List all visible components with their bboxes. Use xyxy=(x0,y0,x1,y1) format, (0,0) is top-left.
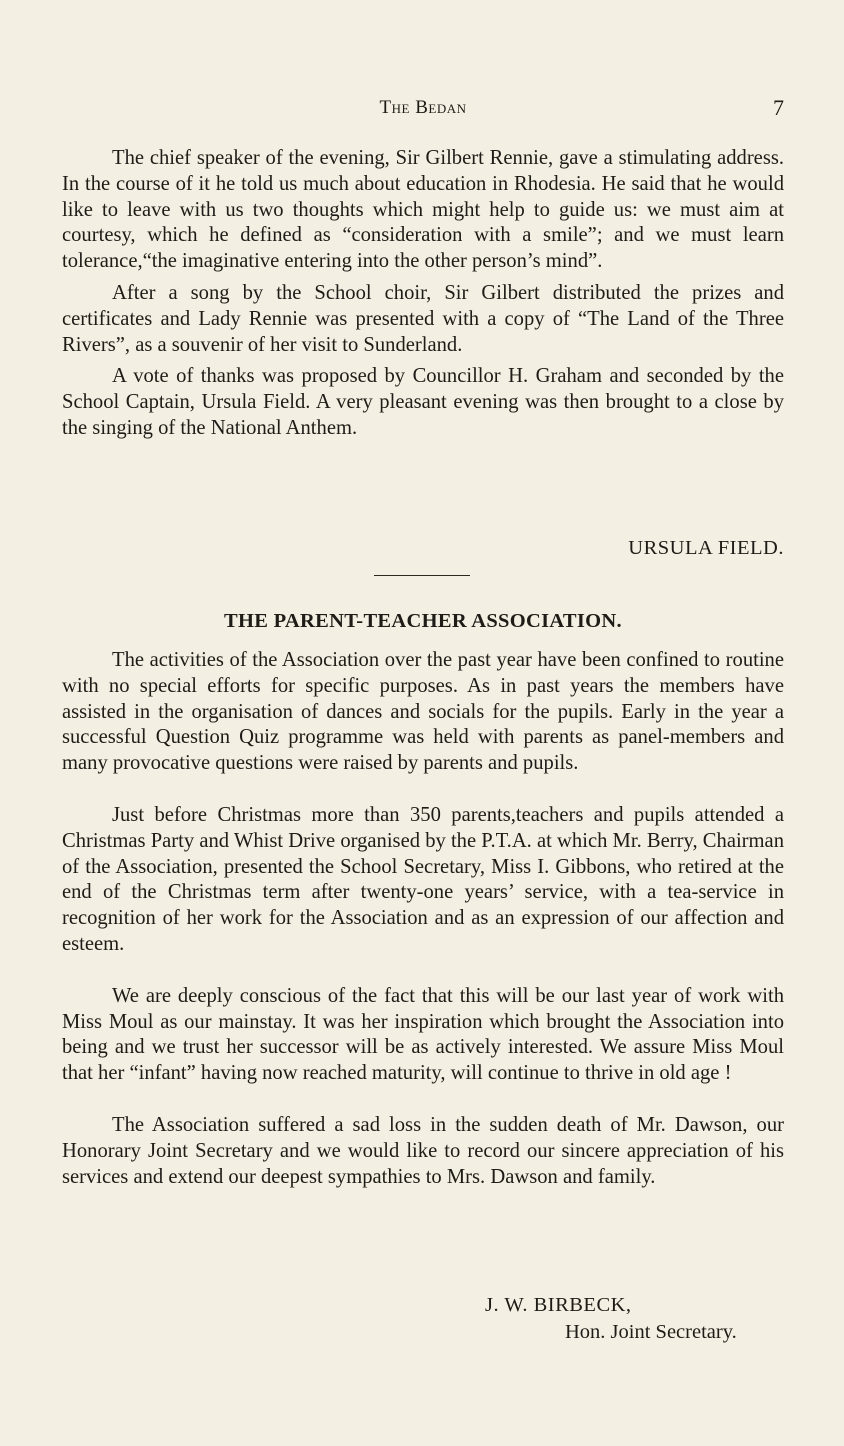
pta-report xyxy=(62,648,784,1216)
paragraph: Just before Christmas more than 350 parents,teachers and pupils attended a Christmas Party and Whist Drive organised by the P.T.A. at which Mr. Berry, Chairman of the Association, presented the School Secretary, Miss I. Gibbons, who retired at the end of the Christmas term after twenty-one years’ service, with a tea-service in recognition of her work for the Association and as an expression of our affection and esteem. xyxy=(62,803,784,955)
journal-title: The Bedan xyxy=(379,97,467,118)
section-heading: THE PARENT-TEACHER ASSOCIATION. xyxy=(224,610,622,632)
running-header xyxy=(62,97,784,125)
section-divider xyxy=(374,575,470,576)
paragraph: A vote of thanks was proposed by Councillor H. Graham and seconded by the School Captain, Ursula Field. A very pleasant evening was then brought to a close by the singing of the National Anthem. xyxy=(62,365,784,439)
prize-day-report xyxy=(62,146,784,448)
page-number: 7 xyxy=(773,95,784,120)
paragraph: The Association suffered a sad loss in the sudden death of Mr. Dawson, our Honorary Joint Secretary and we would like to record our sincere appreciation of his services and extend our deepest sympathies to Mrs. Dawson and family. xyxy=(62,1113,784,1188)
author-signature: URSULA FIELD. xyxy=(628,537,784,559)
author-role: Hon. Joint Secretary. xyxy=(565,1321,737,1343)
pta-signature xyxy=(485,1292,737,1346)
paragraph: We are deeply conscious of the fact that this will be our last year of work with Miss Moul as our mainstay. It was her inspiration which brought the Association into being and we trust her successor will be as actively interested. We assure Miss Moul that her “infant” having now reached maturity, will continue to thrive in old age ! xyxy=(62,984,784,1085)
paragraph: The chief speaker of the evening, Sir Gilbert Rennie, gave a stimulating address. In the course of it he told us much about education in Rhodesia. He said that he would like to leave with us two thoughts which might help to guide us: we must aim at courtesy, which he defined as “consideration with a smile”; and we must learn tolerance,“the imaginative entering into the other person’s mind”. xyxy=(62,147,784,273)
author-name: J. W. BIRBECK, xyxy=(485,1294,632,1316)
paragraph: After a song by the School choir, Sir Gilbert distributed the prizes and certificates and Lady Rennie was presented with a copy of “The Land of the Three Rivers”, as a souvenir of her visit to Sunderland. xyxy=(62,281,784,356)
paragraph: The activities of the Association over the past year have been confined to routine with no special efforts for specific purposes. As in past years the members have assisted in the organisation of dances and socials for the pupils. Early in the year a successful Question Quiz programme was held with parents as panel-members and many provocative questions were raised by parents and pupils. xyxy=(62,649,784,775)
